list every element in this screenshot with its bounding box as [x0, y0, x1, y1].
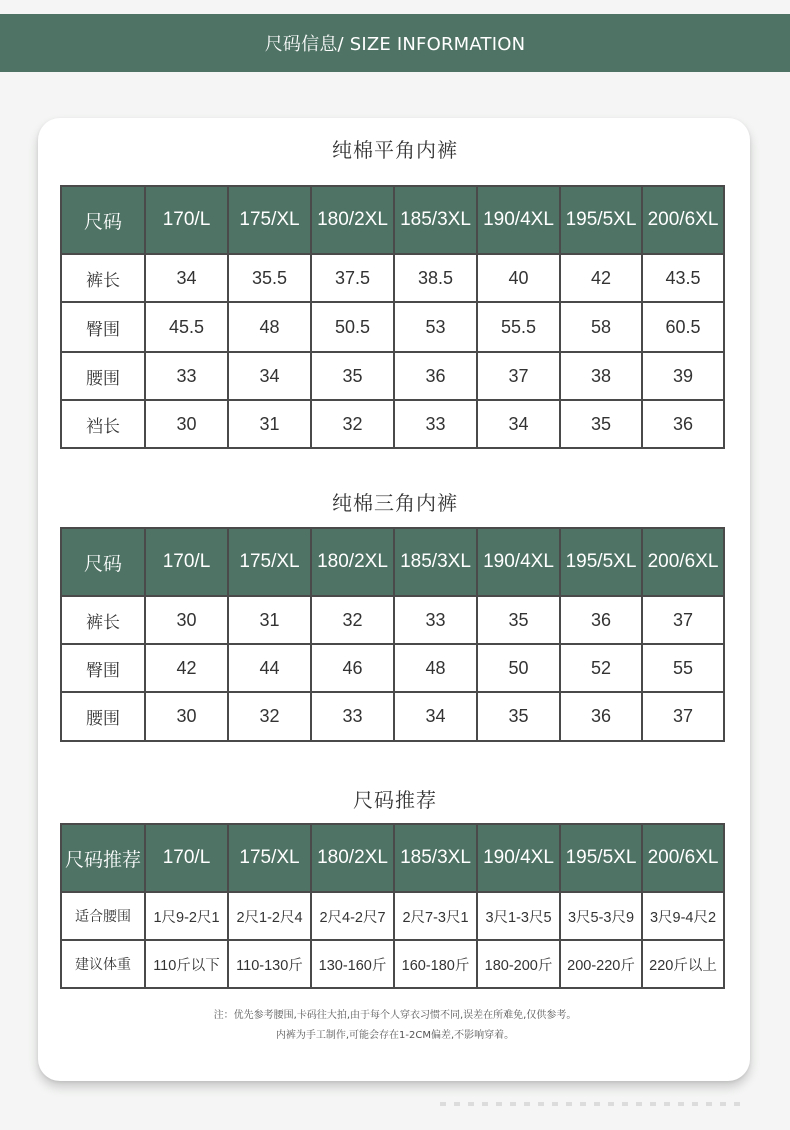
- table-row: [61, 254, 724, 302]
- table-cell: 3尺9-4尺2: [642, 892, 724, 940]
- table-cell: 42: [560, 254, 642, 302]
- header-label-cell: 尺码推荐: [61, 824, 145, 892]
- table-cell: 37: [642, 692, 724, 741]
- row-label: 裤长: [61, 254, 145, 302]
- table-cell: 46: [311, 644, 394, 692]
- table-cell: 40: [477, 254, 560, 302]
- size-column-header: 170/L: [145, 186, 228, 254]
- table-cell: 35.5: [228, 254, 311, 302]
- size-column-header: 170/L: [145, 528, 228, 596]
- table-cell: 35: [311, 352, 394, 400]
- table-cell: 35: [560, 400, 642, 448]
- table-cell: 31: [228, 400, 311, 448]
- table-cell: 33: [145, 352, 228, 400]
- size-recommendation-table: [60, 823, 725, 989]
- table-row: [61, 644, 724, 692]
- table-cell: 3尺5-3尺9: [560, 892, 642, 940]
- table-cell: 36: [560, 596, 642, 644]
- size-column-header: 185/3XL: [394, 186, 477, 254]
- brief-size-table: [60, 527, 725, 742]
- size-column-header: 180/2XL: [311, 824, 394, 892]
- size-column-header: 200/6XL: [642, 824, 724, 892]
- table-cell: 34: [228, 352, 311, 400]
- note-line-1: 注：优先参考腰围,卡码往大拍,由于每个人穿衣习惯不同,误差在所难免,仅供参考。: [213, 1010, 577, 1021]
- row-label: 裆长: [61, 400, 145, 448]
- table-row: [61, 692, 724, 741]
- size-column-header: 175/XL: [228, 186, 311, 254]
- table-cell: 35: [477, 596, 560, 644]
- table-cell: 43.5: [642, 254, 724, 302]
- table-cell: 34: [394, 692, 477, 741]
- table-cell: 44: [228, 644, 311, 692]
- table-cell: 31: [228, 596, 311, 644]
- size-column-header: 185/3XL: [394, 824, 477, 892]
- header-label-cell: 尺码: [61, 186, 145, 254]
- table-cell: 38.5: [394, 254, 477, 302]
- table1-title: 纯棉平角内裤: [332, 138, 458, 162]
- size-column-header: 195/5XL: [560, 186, 642, 254]
- table-cell: 55.5: [477, 302, 560, 352]
- table2-title: 纯棉三角内裤: [332, 491, 458, 515]
- table-cell: 42: [145, 644, 228, 692]
- row-label: 裤长: [61, 596, 145, 644]
- table-cell: 37: [642, 596, 724, 644]
- table-row: [61, 596, 724, 644]
- size-column-header: 190/4XL: [477, 528, 560, 596]
- note-line-2: 内裤为手工制作,可能会存在1-2CM偏差,不影响穿着。: [275, 1030, 515, 1041]
- header-title: 尺码信息/ SIZE INFORMATION: [264, 34, 526, 55]
- table-cell: 130-160斤: [311, 940, 394, 988]
- table-cell: 36: [394, 352, 477, 400]
- size-column-header: 180/2XL: [311, 528, 394, 596]
- boxer-size-table: [60, 185, 725, 449]
- table-cell: 2尺4-2尺7: [311, 892, 394, 940]
- table-cell: 48: [228, 302, 311, 352]
- size-column-header: 195/5XL: [560, 528, 642, 596]
- table-cell: 53: [394, 302, 477, 352]
- table-cell: 30: [145, 692, 228, 741]
- size-column-header: 190/4XL: [477, 186, 560, 254]
- size-column-header: 190/4XL: [477, 824, 560, 892]
- table-cell: 110-130斤: [228, 940, 311, 988]
- table-cell: 55: [642, 644, 724, 692]
- size-column-header: 175/XL: [228, 824, 311, 892]
- table-cell: 37: [477, 352, 560, 400]
- table-cell: 3尺1-3尺5: [477, 892, 560, 940]
- table-cell: 32: [311, 596, 394, 644]
- page-header: [0, 14, 790, 72]
- table-cell: 32: [311, 400, 394, 448]
- size-column-header: 200/6XL: [642, 186, 724, 254]
- table-cell: 2尺1-2尺4: [228, 892, 311, 940]
- table-cell: 50.5: [311, 302, 394, 352]
- table-cell: 110斤以下: [145, 940, 228, 988]
- table-cell: 2尺7-3尺1: [394, 892, 477, 940]
- table-cell: 36: [560, 692, 642, 741]
- table-cell: 37.5: [311, 254, 394, 302]
- table-cell: 1尺9-2尺1: [145, 892, 228, 940]
- table-cell: 34: [477, 400, 560, 448]
- notes: [0, 1006, 790, 1046]
- table-cell: 33: [311, 692, 394, 741]
- table-cell: 52: [560, 644, 642, 692]
- table-cell: 38: [560, 352, 642, 400]
- table-cell: 180-200斤: [477, 940, 560, 988]
- table-cell: 50: [477, 644, 560, 692]
- table3-title: 尺码推荐: [353, 788, 437, 812]
- table-cell: 34: [145, 254, 228, 302]
- row-label: 臀围: [61, 302, 145, 352]
- table-cell: 160-180斤: [394, 940, 477, 988]
- size-column-header: 185/3XL: [394, 528, 477, 596]
- table-cell: 33: [394, 400, 477, 448]
- table-row: [61, 302, 724, 352]
- table-row: [61, 352, 724, 400]
- table-row: [61, 400, 724, 448]
- row-label: 适合腰围: [61, 892, 145, 940]
- size-column-header: 180/2XL: [311, 186, 394, 254]
- table-cell: 39: [642, 352, 724, 400]
- table-cell: 60.5: [642, 302, 724, 352]
- table-row: [61, 940, 724, 988]
- table-cell: 35: [477, 692, 560, 741]
- divider: [440, 1102, 740, 1106]
- table-cell: 220斤以上: [642, 940, 724, 988]
- row-label: 腰围: [61, 352, 145, 400]
- table-cell: 48: [394, 644, 477, 692]
- table-cell: 33: [394, 596, 477, 644]
- table-cell: 58: [560, 302, 642, 352]
- table-cell: 30: [145, 400, 228, 448]
- table-cell: 30: [145, 596, 228, 644]
- row-label: 臀围: [61, 644, 145, 692]
- table-cell: 200-220斤: [560, 940, 642, 988]
- row-label: 建议体重: [61, 940, 145, 988]
- size-column-header: 170/L: [145, 824, 228, 892]
- size-column-header: 200/6XL: [642, 528, 724, 596]
- header-label-cell: 尺码: [61, 528, 145, 596]
- table-row: [61, 892, 724, 940]
- table-cell: 36: [642, 400, 724, 448]
- table-cell: 45.5: [145, 302, 228, 352]
- row-label: 腰围: [61, 692, 145, 741]
- size-column-header: 175/XL: [228, 528, 311, 596]
- table-cell: 32: [228, 692, 311, 741]
- size-column-header: 195/5XL: [560, 824, 642, 892]
